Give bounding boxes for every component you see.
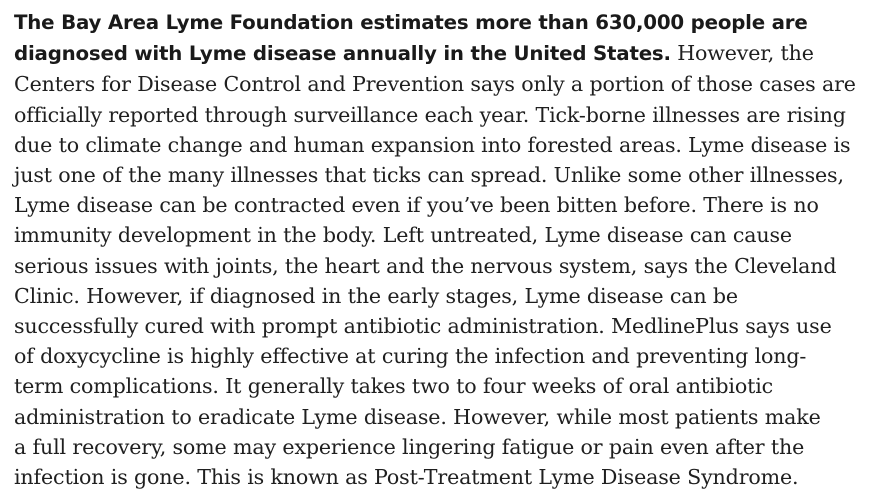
article-line: a full recovery, some may experience lingering fatigue or pain even after the	[14, 434, 805, 459]
lead-sentence-line-2: diagnosed with Lyme disease annually in the United States.	[14, 42, 671, 66]
article-line: term complications. It generally takes two to four weeks of oral antibiotic	[14, 374, 774, 399]
article-line: infection is gone. This is known as Post-Treatment Lyme Disease Syndrome.	[14, 465, 799, 490]
article-line: Lyme disease can be contracted even if you’ve been bitten before. There is no	[14, 193, 819, 218]
article-line: of doxycycline is highly effective at curing the infection and preventing long-	[14, 344, 807, 369]
article-line: administration to eradicate Lyme disease. However, while most patients make	[14, 404, 821, 429]
article-line: Centers for Disease Control and Prevention says only a portion of those cases are	[14, 72, 856, 97]
line-2-continuation: However, the	[670, 41, 814, 66]
article-line: just one of the many illnesses that ticks can spread. Unlike some other illnesses,	[14, 163, 844, 188]
article-line: successfully cured with prompt antibiotic administration. MedlinePlus says use	[14, 314, 832, 339]
article-line: serious issues with joints, the heart and the nervous system, says the Cleveland	[14, 253, 837, 278]
article-line: due to climate change and human expansion into forested areas. Lyme disease is	[14, 132, 851, 157]
article-line: Clinic. However, if diagnosed in the early stages, Lyme disease can be	[14, 283, 738, 308]
article-body	[14, 8, 872, 492]
article-line: immunity development in the body. Left untreated, Lyme disease can cause	[14, 223, 792, 248]
article-line-2	[14, 38, 872, 69]
lead-sentence-line-1: The Bay Area Lyme Foundation estimates more than 630,000 people are	[14, 11, 808, 34]
article-line: officially reported through surveillance each year. Tick-borne illnesses are rising	[14, 102, 846, 127]
